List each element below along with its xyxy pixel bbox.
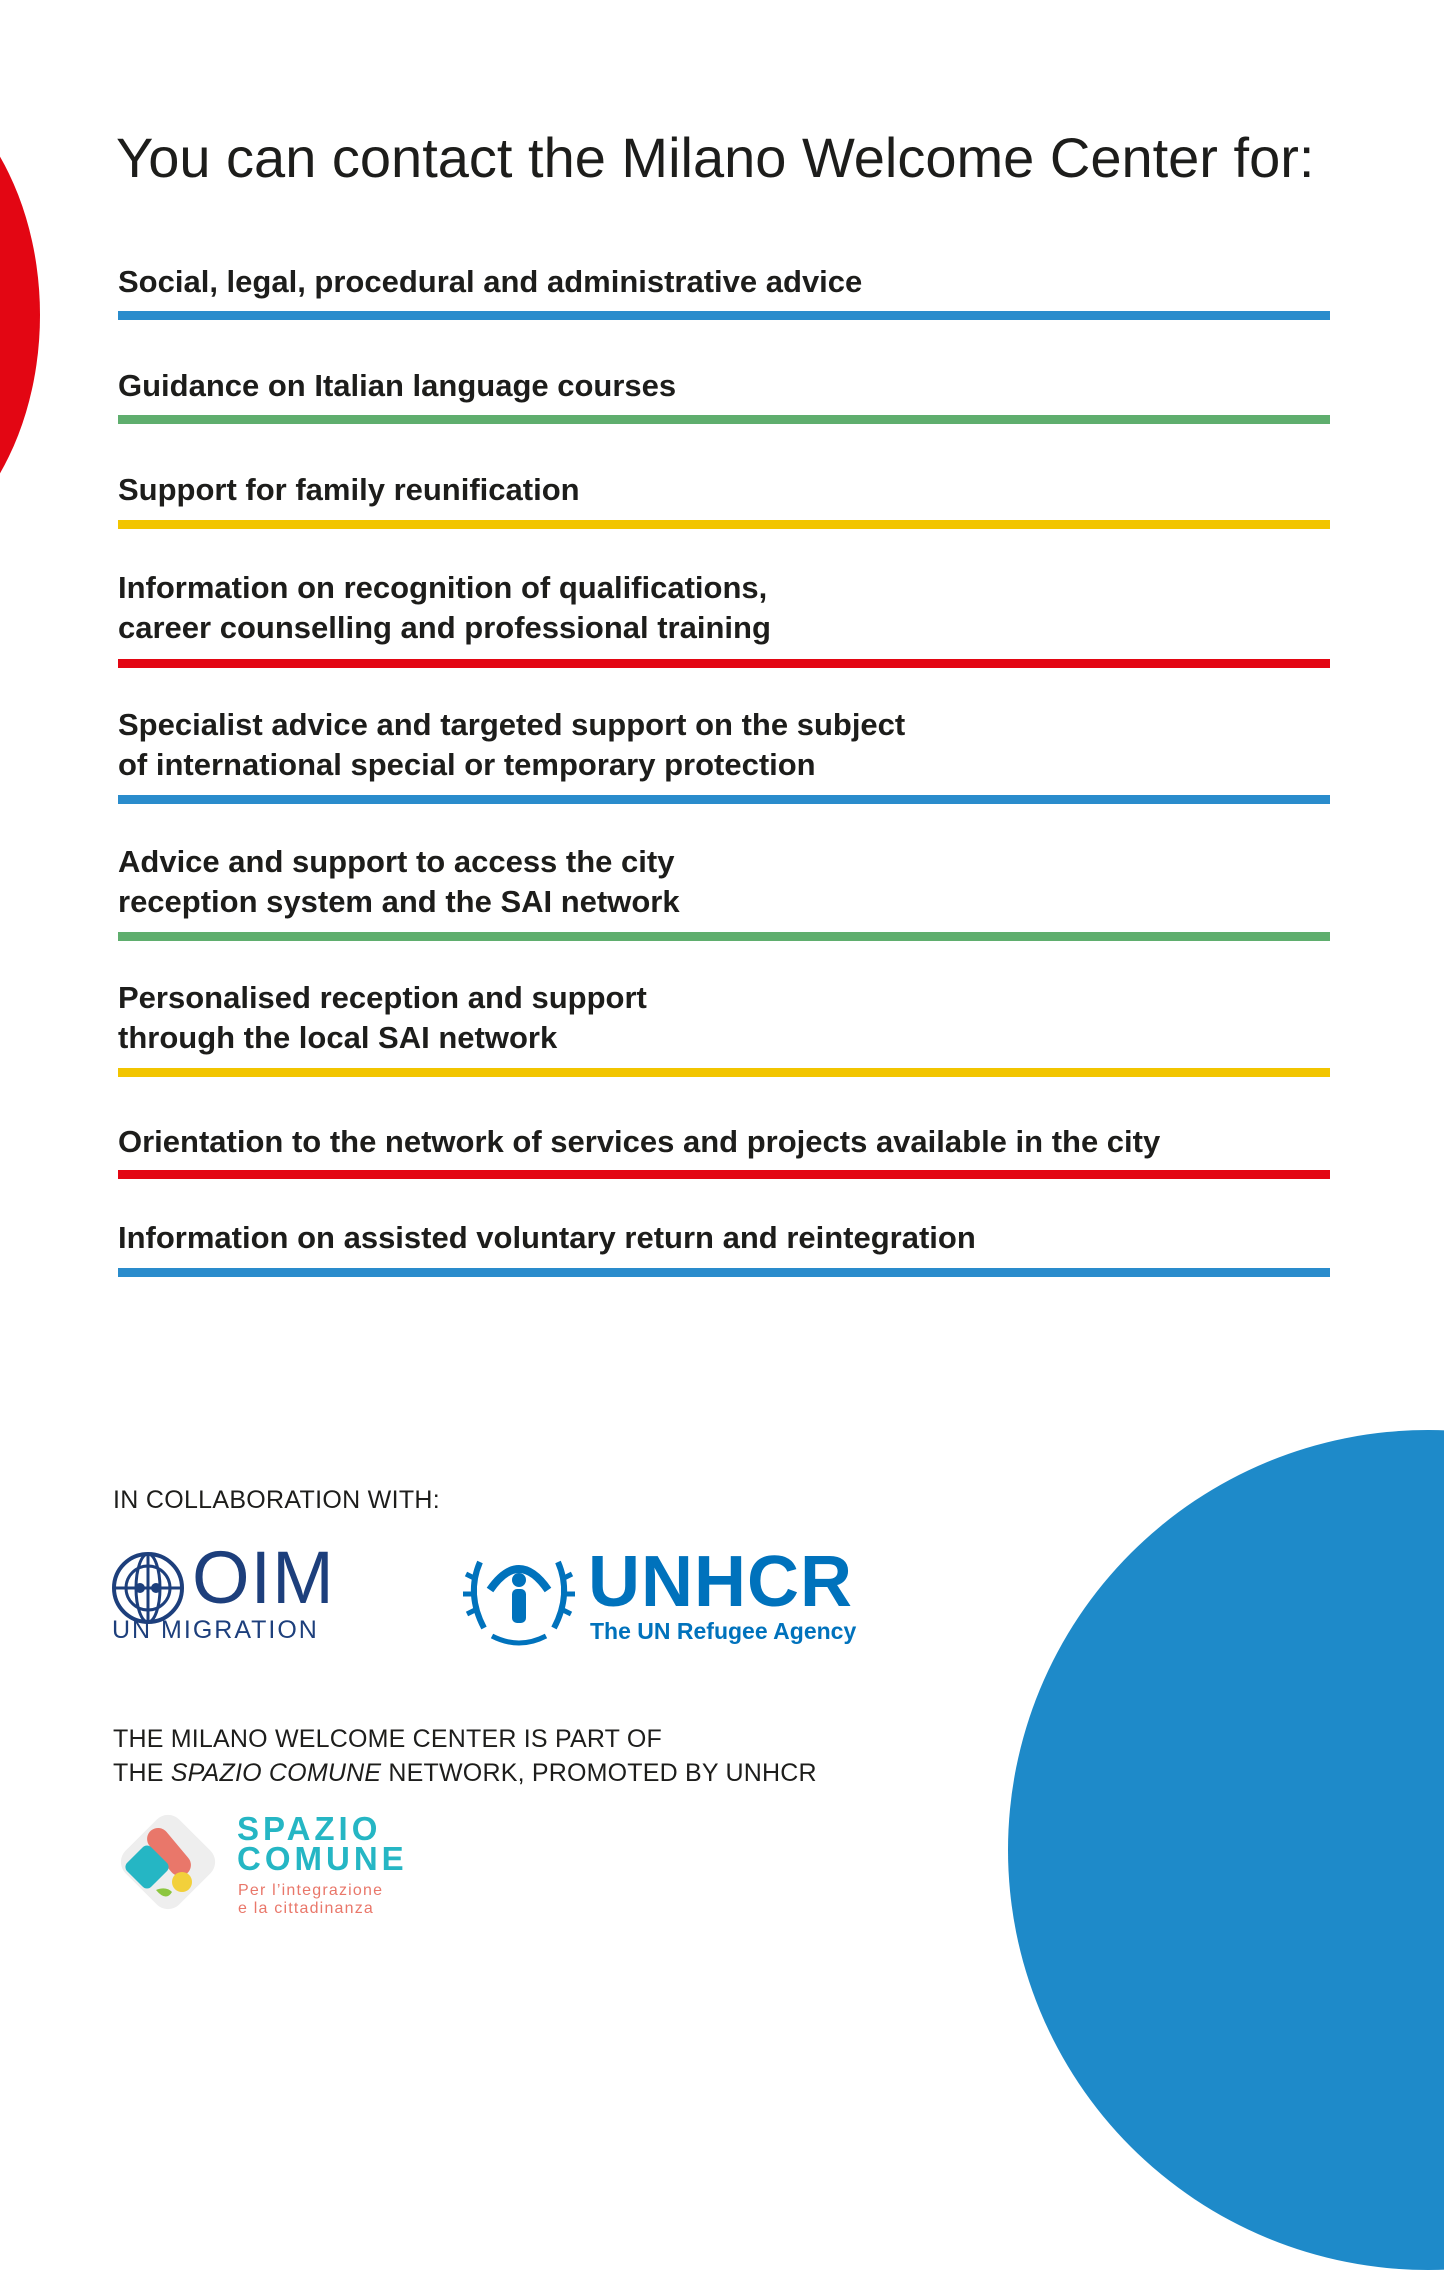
service-text: Support for family reunification xyxy=(118,472,580,507)
spazio-comune-emblem-icon xyxy=(112,1806,224,1918)
spazio-comune-logo xyxy=(112,1806,432,1926)
service-item xyxy=(118,842,1330,922)
oim-wordmark: OIM xyxy=(192,1536,335,1619)
red-decorative-arc xyxy=(0,60,40,570)
collaboration-label: IN COLLABORATION WITH: xyxy=(113,1486,440,1514)
service-divider xyxy=(118,932,1330,941)
service-text: of international special or temporary protection xyxy=(118,747,816,782)
network-statement xyxy=(113,1722,817,1790)
service-text: Specialist advice and targeted support on the subject xyxy=(118,707,906,742)
service-divider xyxy=(118,520,1330,529)
network-line-1: THE MILANO WELCOME CENTER IS PART OF xyxy=(113,1725,662,1753)
service-text: through the local SAI network xyxy=(118,1020,558,1055)
service-text: Personalised reception and support xyxy=(118,980,647,1015)
oim-subtitle: UN MIGRATION xyxy=(112,1616,319,1644)
unhcr-logo xyxy=(460,1542,880,1652)
unhcr-subtitle: The UN Refugee Agency xyxy=(590,1618,857,1644)
service-item xyxy=(118,262,1330,302)
service-text: Advice and support to access the city xyxy=(118,844,675,879)
service-divider xyxy=(118,415,1330,424)
service-item xyxy=(118,1122,1330,1162)
service-divider xyxy=(118,311,1330,320)
service-text: Guidance on Italian language courses xyxy=(118,368,677,403)
service-divider xyxy=(118,795,1330,804)
service-text: Social, legal, procedural and administrative advice xyxy=(118,264,863,299)
service-text: career counselling and professional training xyxy=(118,610,771,645)
unhcr-wordmark: UNHCR xyxy=(588,1542,853,1622)
spazio-comune-subtitle: Per l’integrazione e la cittadinanza xyxy=(238,1882,384,1917)
service-text: Information on assisted voluntary return and reintegration xyxy=(118,1220,976,1255)
service-item xyxy=(118,1218,1330,1258)
network-line-2: THE SPAZIO COMUNE NETWORK, PROMOTED BY UNHCR xyxy=(113,1759,817,1787)
service-item xyxy=(118,978,1330,1058)
globe-icon xyxy=(110,1550,186,1626)
service-divider xyxy=(118,1170,1330,1179)
service-text: Orientation to the network of services and projects available in the city xyxy=(118,1124,1161,1159)
service-item xyxy=(118,366,1330,406)
service-divider xyxy=(118,1268,1330,1277)
page-title: You can contact the Milano Welcome Center for: xyxy=(116,126,1315,189)
oim-logo xyxy=(110,1536,340,1648)
service-divider xyxy=(118,1068,1330,1077)
blue-decorative-circle xyxy=(1008,1430,1444,2270)
service-text: reception system and the SAI network xyxy=(118,884,680,919)
service-text: Information on recognition of qualifications, xyxy=(118,570,768,605)
spazio-comune-title: SPAZIO COMUNE xyxy=(237,1810,408,1877)
unhcr-emblem-icon xyxy=(460,1542,578,1646)
service-divider xyxy=(118,659,1330,668)
service-item xyxy=(118,568,1330,648)
service-item xyxy=(118,470,1330,510)
service-item xyxy=(118,705,1330,785)
